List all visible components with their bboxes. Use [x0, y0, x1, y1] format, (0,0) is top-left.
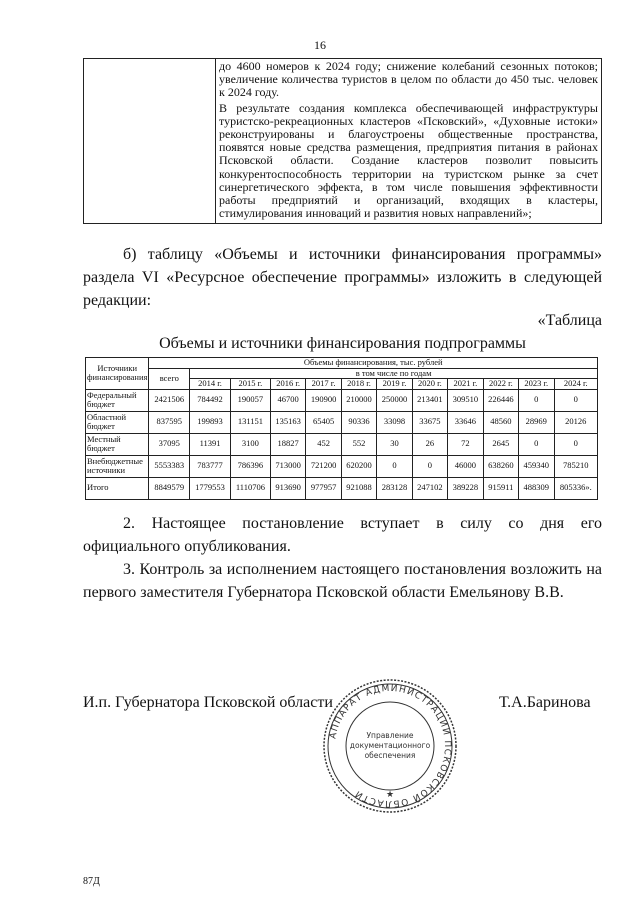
year-header: 2015 г. [230, 379, 270, 390]
paragraph-3: 3. Контроль за исполнением настоящего постановления возложить на первого заместителя Губернатора Псковской области Емельянову В.В. [83, 561, 602, 601]
table-cell: 488309 [519, 477, 554, 499]
year-header: 2014 г. [190, 379, 231, 390]
table-cell: 977957 [306, 477, 341, 499]
table-cell: 805336». [554, 477, 597, 499]
table-cell: 28969 [519, 411, 554, 433]
table-cell: 2421506 [149, 389, 190, 411]
table-cell: 0 [377, 455, 412, 477]
seal-center-line-2: документационного [349, 741, 431, 750]
row-source: Федеральный бюджет [86, 389, 149, 411]
table-cell: 0 [519, 389, 554, 411]
table-cell: 18827 [270, 433, 305, 455]
table-header-row [86, 368, 598, 379]
table-cell: 785210 [554, 455, 597, 477]
table-cell: 309510 [448, 389, 483, 411]
table-body [86, 389, 598, 499]
table-cell: 213401 [412, 389, 447, 411]
table-cell: 713000 [270, 455, 305, 477]
table-cell: 190057 [230, 389, 270, 411]
table-title: Объемы и источники финансирования подпрограммы [159, 335, 526, 352]
footer-code: 87Д [83, 876, 100, 887]
year-header: 2018 г. [341, 379, 376, 390]
table-cell: 786396 [230, 455, 270, 477]
header-volumes: Объемы финансирования, тыс. рублей [149, 358, 598, 369]
year-header: 2021 г. [448, 379, 483, 390]
table-cell: 46700 [270, 389, 305, 411]
continuation-table [83, 58, 602, 224]
table-cell: 131151 [230, 411, 270, 433]
row-source: Внебюджетные источники [86, 455, 149, 477]
table-cell: 26 [412, 433, 447, 455]
page-number: 16 [314, 38, 326, 52]
table-cell: 2645 [483, 433, 518, 455]
signature-title: И.п. Губернатора Псковской области [83, 694, 333, 711]
table-cell: 226446 [483, 389, 518, 411]
table-row [86, 411, 598, 433]
table-caption: «Таблица [537, 312, 602, 329]
seal-ring-text: АППАРАТ АДМИНИСТРАЦИИ ПСКОВСКОЙ ОБЛАСТИ [328, 683, 453, 809]
table-cell: 250000 [377, 389, 412, 411]
table-cell: 784492 [190, 389, 231, 411]
table-cell: 11391 [190, 433, 231, 455]
table-cell: 199893 [190, 411, 231, 433]
table-cell: 721200 [306, 455, 341, 477]
table-row [86, 477, 598, 499]
table-paragraph-2: В результате создания комплекса обеспечивающей инфраструктуры туристско-рекреационных кластеров «Псковский», «Духовные истоки» реконструированы и благоустроены общественные пространства, появятся новые средства размещения, предприятия питания в районах Псковской области. Создание кластеров позволит повысить конкурентоспособность территории на туристском рынке за счет синергетического эффекта, в том числе повышения эффективности работы предприятий и организаций, входящих в кластеры, стимулирования инноваций и развития новых направлений»; [219, 100, 598, 221]
header-including: в том числе по годам [190, 368, 598, 379]
year-header: 2020 г. [412, 379, 447, 390]
header-source: Источники финансирования [86, 358, 149, 390]
row-source: Местный бюджет [86, 433, 149, 455]
table-cell: 1110706 [230, 477, 270, 499]
table-cell: 135163 [270, 411, 305, 433]
paragraph-2: 2. Настоящее постановление вступает в силу со дня его официального опубликования. [83, 515, 602, 555]
table-row [86, 389, 598, 411]
table-cell: 3100 [230, 433, 270, 455]
table-cell: 20126 [554, 411, 597, 433]
table-cell: 210000 [341, 389, 376, 411]
table-cell: 552 [341, 433, 376, 455]
table-cell: 452 [306, 433, 341, 455]
table-cell: 190900 [306, 389, 341, 411]
table-cell: 1779553 [190, 477, 231, 499]
table-cell: 5553383 [149, 455, 190, 477]
table-cell: 65405 [306, 411, 341, 433]
official-seal [320, 676, 460, 816]
table-cell: 72 [448, 433, 483, 455]
table-row [86, 433, 598, 455]
table-cell: 0 [554, 433, 597, 455]
seal-center-line-1: Управление [366, 731, 414, 740]
table-cell-empty [84, 59, 216, 224]
table-row [84, 59, 602, 224]
header-total: всего [149, 368, 190, 389]
table-cell: 620200 [341, 455, 376, 477]
paragraph-b: б) таблицу «Объемы и источники финансирования программы» раздела VI «Ресурсное обеспечение программы» изложить в следующей редакции: [83, 246, 602, 309]
seal-center-line-3: обеспечения [364, 751, 416, 760]
table-cell: 90336 [341, 411, 376, 433]
row-source: Итого [86, 477, 149, 499]
table-cell: 0 [412, 455, 447, 477]
table-cell: 921088 [341, 477, 376, 499]
table-cell: 33675 [412, 411, 447, 433]
table-cell: 915911 [483, 477, 518, 499]
row-source: Областной бюджет [86, 411, 149, 433]
year-header: 2022 г. [483, 379, 518, 390]
table-cell: 30 [377, 433, 412, 455]
table-paragraph-1: до 4600 номеров к 2024 году; снижение колебаний сезонных потоков; увеличение количества туристов в целом по области до 450 тыс. человек к 2024 году. [219, 59, 598, 100]
table-cell: 638260 [483, 455, 518, 477]
table-cell: 459340 [519, 455, 554, 477]
year-header: 2019 г. [377, 379, 412, 390]
table-cell: 913690 [270, 477, 305, 499]
table-cell: 247102 [412, 477, 447, 499]
table-cell: 33098 [377, 411, 412, 433]
table-cell: 0 [554, 389, 597, 411]
table-cell-text [216, 59, 602, 224]
table-cell: 46000 [448, 455, 483, 477]
table-cell: 0 [519, 433, 554, 455]
year-header: 2024 г. [554, 379, 597, 390]
table-cell: 389228 [448, 477, 483, 499]
table-cell: 33646 [448, 411, 483, 433]
seal-star-icon: ★ [385, 789, 395, 799]
table-cell: 8849579 [149, 477, 190, 499]
year-header: 2016 г. [270, 379, 305, 390]
financing-table [85, 357, 598, 500]
year-header: 2023 г. [519, 379, 554, 390]
table-cell: 48560 [483, 411, 518, 433]
year-header: 2017 г. [306, 379, 341, 390]
table-cell: 283128 [377, 477, 412, 499]
table-cell: 783777 [190, 455, 231, 477]
signature-name: Т.А.Баринова [499, 694, 591, 711]
table-cell: 37095 [149, 433, 190, 455]
table-header-row [86, 358, 598, 369]
table-row [86, 455, 598, 477]
table-cell: 837595 [149, 411, 190, 433]
